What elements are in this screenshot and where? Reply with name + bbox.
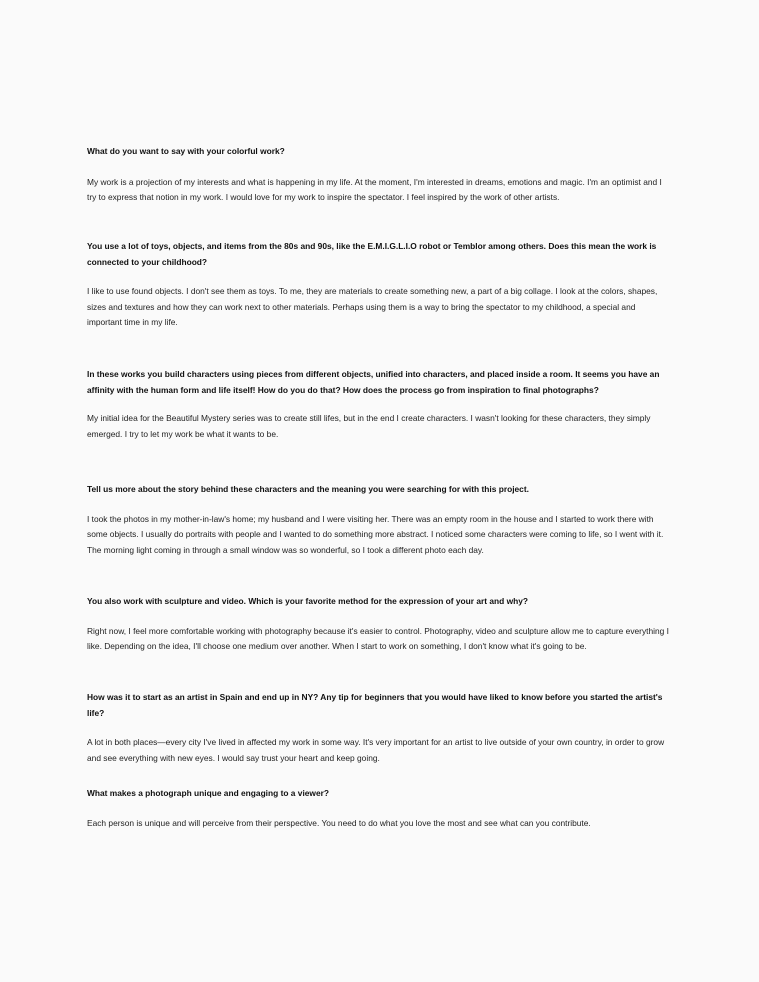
question-2: You use a lot of toys, objects, and items from the 80s and 90s, like the E.M.I.G.L.I.O robot or Temblor among others. Does this mean the work is connected to your childhood? [87, 241, 657, 267]
answer-4: I took the photos in my mother-in-law's home; my husband and I were visiting her. There was an empty room in the house and I started to work there with some objects. I usually do portraits with people and I wanted to do something more abstract. I noticed some characters were coming to life, so I went with it. The morning light coming in through a small window was so wonderful, so I took a different photo each day. [87, 513, 664, 555]
question-3: In these works you build characters using pieces from different objects, unified into characters, and placed inside a room. It seems you have an affinity with the human form and life itself! How do you do that? How does the process go from inspiration to final photographs? [87, 369, 660, 395]
question-7: What makes a photograph unique and engaging to a viewer? [87, 788, 329, 798]
qa-block-6 [87, 690, 672, 766]
question-4: Tell us more about the story behind these characters and the meaning you were searching for with this project. [87, 484, 529, 494]
answer-3: My initial idea for the Beautiful Mystery series was to create still lifes, but in the end I create characters. I wasn't looking for these characters, they simply emerged. I try to let my work be what it wants to be. [87, 413, 651, 439]
answer-2: I like to use found objects. I don't see them as toys. To me, they are materials to create something new, a part of a big collage. I look at the colors, shapes, sizes and textures and how they can work next to other materials. Perhaps using them is a way to bring the spectator to my childhood, a special and important time in my life. [87, 286, 658, 327]
answer-5: Right now, I feel more comfortable working with photography because it's easier to control. Photography, video and sculpture allow me to capture everything I like. Depending on the idea, I'll choose one medium over another. When I start to work on something, I don't know what it's going to be. [87, 625, 669, 651]
qa-block-5 [87, 594, 672, 655]
qa-block-3 [87, 367, 672, 442]
question-1: What do you want to say with your colorful work? [87, 146, 285, 156]
question-6: How was it to start as an artist in Spain and end up in NY? Any tip for beginners that you would have liked to know before you started the artist's life? [87, 692, 663, 718]
qa-block-4 [87, 482, 672, 558]
answer-1: My work is a projection of my interests and what is happening in my life. At the moment, I'm interested in dreams, emotions and magic. I'm an optimist and I try to express that notion in my work. I would love for my work to inspire the spectator. I feel inspired by the work of other artists. [87, 176, 662, 202]
qa-block-2 [87, 239, 672, 331]
qa-block-7 [87, 786, 672, 831]
qa-block-1 [87, 144, 672, 206]
answer-7: Each person is unique and will perceive from their perspective. You need to do what you love the most and see what can you contribute. [87, 817, 591, 828]
question-5: You also work with sculpture and video. Which is your favorite method for the expression of your art and why? [87, 596, 528, 606]
answer-6: A lot in both places—every city I've lived in affected my work in some way. It's very important for an artist to live outside of your own country, in order to grow and see everything with new eyes. I would say trust your heart and keep going. [87, 737, 665, 763]
